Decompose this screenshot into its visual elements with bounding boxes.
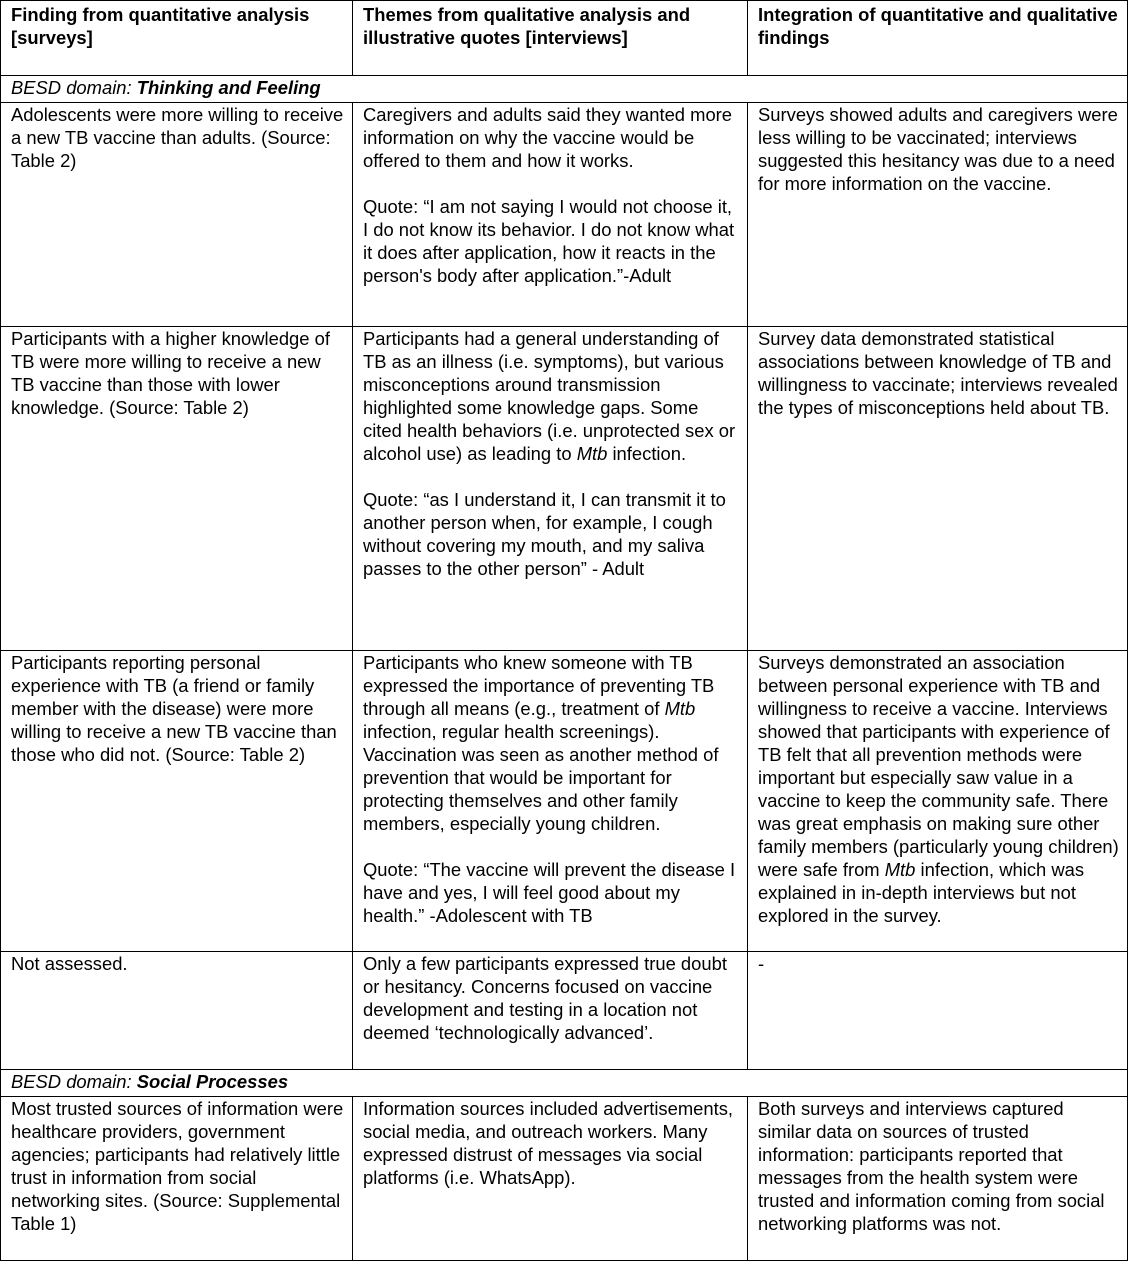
qual-quote: Quote: “The vaccine will prevent the disease I have and yes, I will feel good about my health.” -Adolescent with TB <box>363 859 736 926</box>
qual-cell <box>353 103 748 327</box>
header-qualitative: Themes from qualitative analysis and illustrative quotes [interviews] <box>353 1 748 76</box>
integration-cell <box>748 1097 1128 1261</box>
header-quantitative: Finding from quantitative analysis [surveys] <box>1 1 353 76</box>
table-row <box>1 327 1128 651</box>
table-row <box>1 103 1128 327</box>
quant-cell <box>1 103 353 327</box>
domain-prefix: BESD domain: <box>11 1071 137 1092</box>
table-row <box>1 1097 1128 1261</box>
qual-theme: Information sources included advertisements, social media, and outreach workers. Many expressed distrust of messages via social platforms (i.e. WhatsApp). <box>363 1098 734 1188</box>
quant-text: Participants with a higher knowledge of TB were more willing to receive a new TB vaccine than those with lower knowledge. (Source: Table 2) <box>11 328 330 418</box>
qual-theme: Participants who knew someone with TB expressed the importance of preventing TB through all means (e.g., treatment of Mtb infection, regular health screenings). Vaccination was seen as another method of prevention that would be important for protecting themselves and other family members, especially young children. <box>363 652 719 834</box>
integration-text: Both surveys and interviews captured similar data on sources of trusted information: participants reported that messages from the health system were trusted and information coming from social networking platforms was not. <box>758 1098 1105 1234</box>
qual-cell <box>353 1097 748 1261</box>
domain-row <box>1 1070 1128 1097</box>
domain-cell <box>1 76 1128 103</box>
qual-cell <box>353 651 748 952</box>
domain-cell <box>1 1070 1128 1097</box>
integration-text: Surveys showed adults and caregivers were less willing to be vaccinated; interviews suggested this hesitancy was due to a need for more information on the vaccine. <box>758 104 1118 194</box>
integration-cell <box>748 651 1128 952</box>
quant-text: Not assessed. <box>11 953 128 974</box>
qual-cell <box>353 327 748 651</box>
qual-theme: Only a few participants expressed true doubt or hesitancy. Concerns focused on vaccine development and testing in a location not deemed ‘technologically advanced’. <box>363 953 727 1043</box>
quant-cell <box>1 1097 353 1261</box>
quant-cell <box>1 327 353 651</box>
qual-theme: Participants had a general understanding of TB as an illness (i.e. symptoms), but various misconceptions around transmission highlighted some knowledge gaps. Some cited health behaviors (i.e. unprotected sex or alcohol use) as leading to Mtb infection. <box>363 328 736 464</box>
quant-cell <box>1 952 353 1070</box>
header-integration: Integration of quantitative and qualitative findings <box>748 1 1128 76</box>
integration-cell <box>748 327 1128 651</box>
quant-text: Participants reporting personal experience with TB (a friend or family member with the disease) were more willing to receive a new TB vaccine than those who did not. (Source: Table 2) <box>11 652 337 765</box>
domain-name: Social Processes <box>136 1071 289 1092</box>
header-row <box>1 1 1128 76</box>
qual-quote: Quote: “as I understand it, I can transmit it to another person when, for example, I cough without covering my mouth, and my saliva passes to the other person” - Adult <box>363 489 726 579</box>
integration-text: Survey data demonstrated statistical associations between knowledge of TB and willingness to vaccinate; interviews revealed the types of misconceptions held about TB. <box>758 328 1118 418</box>
quant-text: Most trusted sources of information were healthcare providers, government agencies; participants had relatively little trust in information from social networking sites. (Source: Supplemental Table 1) <box>11 1098 344 1234</box>
integration-text: Surveys demonstrated an association between personal experience with TB and willingness to receive a vaccine. Interviews showed that participants with experience of TB felt that all prevention methods were important but especially saw value in a vaccine to keep the community safe. There was great emphasis on making sure other family members (particularly young children) were safe from Mtb infection, which was explained in in-depth interviews but not explored in the survey. <box>758 652 1119 926</box>
integration-cell <box>748 952 1128 1070</box>
domain-prefix: BESD domain: <box>11 77 137 98</box>
domain-row <box>1 76 1128 103</box>
quant-text: Adolescents were more willing to receive a new TB vaccine than adults. (Source: Table 2) <box>11 104 344 171</box>
integration-cell <box>748 103 1128 327</box>
integration-text: - <box>758 953 765 974</box>
domain-name: Thinking and Feeling <box>136 77 321 98</box>
quant-cell <box>1 651 353 952</box>
table-row <box>1 651 1128 952</box>
table-row <box>1 952 1128 1070</box>
qual-cell <box>353 952 748 1070</box>
qual-theme: Caregivers and adults said they wanted more information on why the vaccine would be offered to them and how it works. <box>363 104 733 171</box>
qual-quote: Quote: “I am not saying I would not choose it, I do not know its behavior. I do not know what it does after application, how it reacts in the person's body after application.”-Adult <box>363 196 735 286</box>
